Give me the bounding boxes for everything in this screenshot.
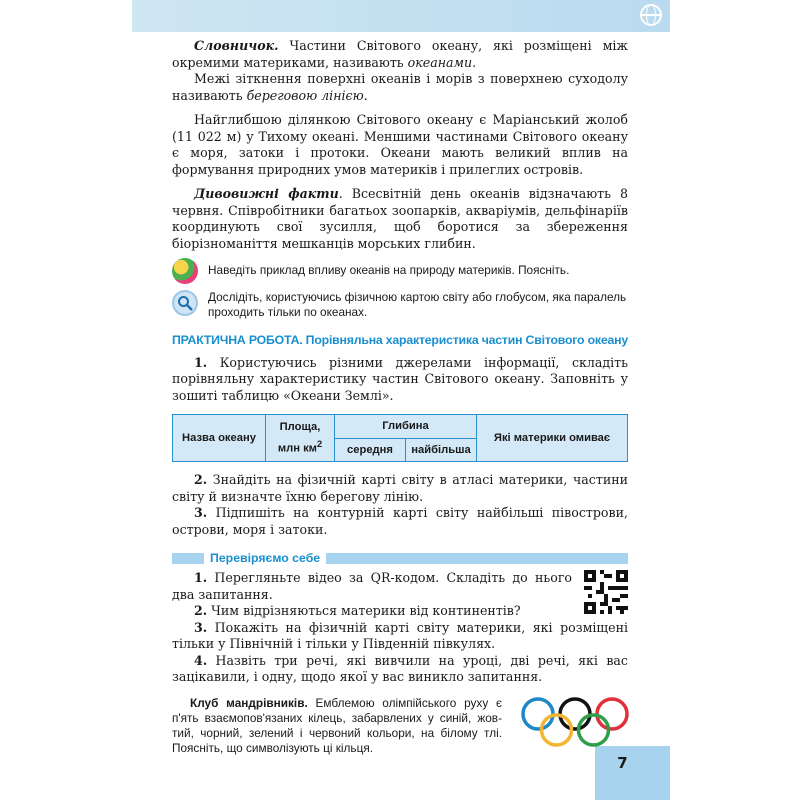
col-depth-header: Глибина [335,415,477,439]
check-title: Перевіряємо себе [204,550,326,567]
col-area-sup: 2 [316,438,323,449]
glossary-term: океанами [407,54,473,70]
practical-item-2-num: 2. [194,472,208,487]
practical-item-2 [172,472,628,505]
club-label: Клуб мандрівників. [190,695,308,710]
glossary-text: Частини Світового океану, які розміщені між окремими материками, називають [172,38,628,70]
task-puzzle-text: Наведіть приклад впливу океанів на природу материків. Поясніть. [208,263,570,277]
glossary-text-2: Межі зіткнення поверхні океанів і морів з поверхнею суходолу називають [172,71,628,103]
magnifier-icon [172,290,198,316]
main-paragraph: Найглибшою ділянкою Світового океану є Маріанський жолоб (11 022 м) у Тихому океані. Меншими частинами Світового океану є моря, затоки і протоки. Океани мають великий вплив на формування природних умов материків і прилеглих островів. [172,112,628,177]
col-depth-avg-header: середня [335,438,406,462]
glossary-paragraph-2 [172,71,628,104]
glossary-text-2-end: . [363,87,368,103]
qr-code[interactable] [584,570,628,614]
check-q3 [172,620,628,653]
glossary-paragraph [172,38,628,71]
oceans-table [172,414,628,462]
check-q1-num: 1. [194,570,208,585]
ring-green [579,715,609,745]
club-text: Емблемою олімпійського руху є п'ять взаємопов'язаних кілець, забарвлених у синій, жовтий, чорний, зелений і червоний кольори, на білому тлі. Поясніть, що символізують ці кільця. [172,695,503,755]
practical-item-3-num: 3. [194,505,208,520]
practical-title: ПРАКТИЧНА РОБОТА. Порівняльна характеристика частин Світового океану [172,333,628,347]
facts-paragraph [172,186,628,252]
practical-item-3-text: Підпишіть на контурній карті світу найбільші півострови, острови, моря і затоки. [172,505,628,537]
check-q2-num: 2. [194,603,208,618]
practical-item-3 [172,505,628,538]
page-content [172,38,628,756]
header-band [132,0,670,32]
glossary-label: Словничок. [194,38,279,53]
olympic-rings [520,696,630,750]
check-q1 [172,570,628,603]
ring-red [597,699,627,729]
col-area-header [266,415,335,462]
practical-item-2-text: Знайдіть на фізичній карті світу в атласі материки, частини світу й визначте їхню берегову лінію. [172,472,628,504]
check-q2 [172,603,628,620]
col-area-text: Площа, млн км [277,421,321,455]
col-name-header: Назва океану [173,415,266,462]
col-depth-max-header: найбільша [406,438,477,462]
puzzle-icon [172,258,198,284]
practical-item-1-text: Користуючись різними джерелами інформації, складіть порівняльну характеристику частин Світового океану. Заповніть у зошиті таблицю «Океани Землі». [172,354,628,403]
facts-text: . Всесвітній день океанів відзначають 8 червня. Співробітники багатьох зоопарків, акваріумів, дельфінаріїв координують свої зусилля, щоб боротися за збереження біорізноманіття мешканців морських глибин. [172,186,628,251]
task-research-text: Дослідіть, користуючись фізичною картою світу або глобусом, яка паралель проходить тільки по океанах. [208,290,627,319]
check-q4-num: 4. [194,652,208,668]
task-puzzle [172,258,628,284]
club-paragraph [172,696,502,756]
glossary-term-2: береговою лінією [246,87,364,103]
practical-item-1-num: 1. [194,354,208,370]
check-q4-text: Назвіть три речі, які вивчили на уроці, дві речі, які вас зацікавили, і одну, щодо якої у вас виникло запитання. [172,652,628,684]
globe-icon [640,4,662,26]
col-continents-header: Які материки омиває [477,415,628,462]
check-q3-text: Покажіть на фізичній карті світу материки, які розміщені тільки у Північній і тільки у Південній півкулях. [172,619,628,651]
ring-blue [523,699,553,729]
glossary-text-end: . [472,54,477,70]
ring-yellow [542,715,572,745]
club-block [172,696,628,756]
facts-label: Дивовижні факти [194,186,339,201]
check-q1-text: Перегляньте відео за QR-кодом. Складіть до нього два запитання. [172,570,572,602]
check-header [172,550,628,566]
ring-black [560,699,590,729]
page-number: 7 [617,754,628,772]
check-q4 [172,653,628,686]
check-q3-num: 3. [194,619,208,635]
practical-item-1 [172,355,628,405]
task-research [172,290,628,320]
check-q2-text: Чим відрізняються материки від континентів? [207,603,521,618]
